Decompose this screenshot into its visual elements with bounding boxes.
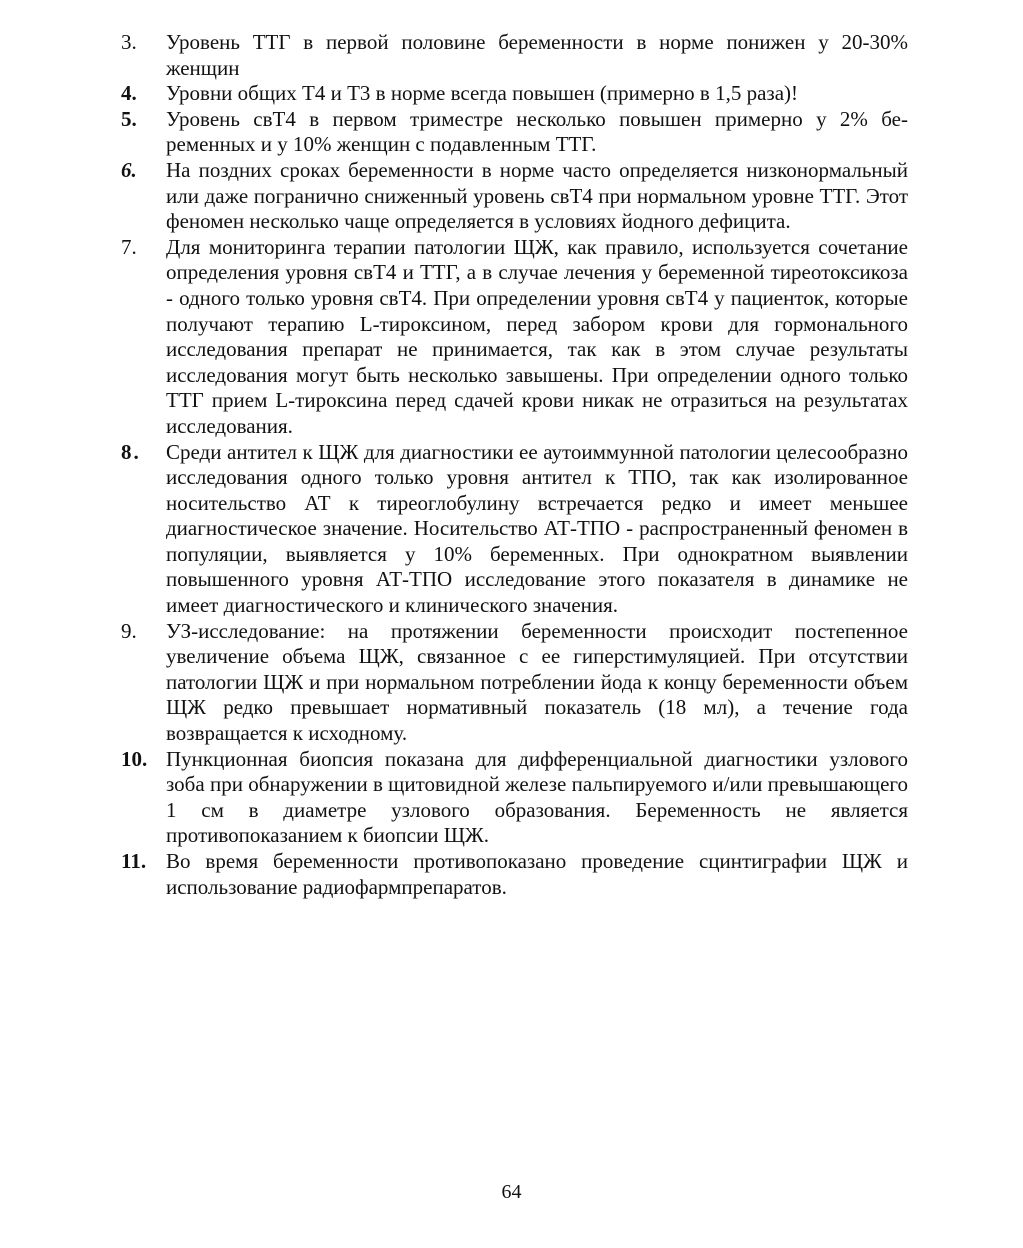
item-number: 10. <box>121 746 148 771</box>
numbered-list <box>121 30 908 900</box>
list-item <box>121 30 908 81</box>
list-item <box>121 107 908 158</box>
item-text: Уровень свТ4 в первом триместре несколько повышен примерно у 2% беременных и у 10% женщин с подавленным ТТГ. <box>166 106 908 157</box>
list-item <box>121 440 908 619</box>
item-number: 9. <box>121 618 137 643</box>
item-number: 5. <box>121 106 137 131</box>
list-item <box>121 235 908 440</box>
list-item <box>121 849 908 900</box>
list-item <box>121 619 908 747</box>
item-number: 4. <box>121 81 137 106</box>
item-text: Во время беременности противопоказано проведение сцинтиграфии ЩЖ и использование радиофармпрепаратов. <box>166 849 908 899</box>
item-number: 6. <box>121 157 137 182</box>
item-text: Уровни общих Т4 и Т3 в норме всегда повышен (примерно в 1,5 раза)! <box>166 81 799 106</box>
item-number: 8. <box>121 439 141 464</box>
item-text: Уровень ТТГ в первой половине беременности в норме понижен у 20-30% женщин <box>166 30 908 80</box>
item-number: 7. <box>121 234 137 259</box>
item-number: 11. <box>121 849 147 873</box>
item-text: Среди антител к ЩЖ для диагностики ее аутоиммунной патологии целесообразно исследования одного только уровня антител к ТПО, так как изолированное носительство АТ к тиреоглобулину встречается редко и имеет меньшее диагностическое значение. Носительство АТ-ТПО - распространенный феномен в популяции, выявляется у 10% беременных. При однократном выявлении повышенного уровня АТ-ТПО исследование этого показателя в динамике не имеет диагностического и клинического значения. <box>166 439 908 618</box>
item-text: Для мониторинга терапии патологии ЩЖ, как правило, используется сочетание определения уровня свТ4 и ТТГ, а в случае лечения у беременной тиреотоксикоза - одного только уровня свТ4. При определении уровня свТ4 у пациенток, которые получают терапию L-тироксином, перед забором крови для гормонального исследования препарат не принимается, так как в этом случае результаты исследования могут быть несколько завышены. При определении одного только ТТГ прием L-тироксина перед сдачей крови никак не отразиться на результатах исследования. <box>166 234 908 438</box>
item-text: Пункционная биопсия показана для дифференциальной диагностики узлового зоба при обнаружении в щитовидной железе пальпируемого и/или превышающего 1 см в диаметре узлового образования. Беременность не является противопоказанием к биопсии ЩЖ. <box>166 746 908 848</box>
list-item <box>121 81 908 107</box>
item-text: На поздних сроках беременности в норме часто определяется низконормальный или даже погранично сниженный уровень свТ4 при нормальном уровне ТТГ. Этот феномен несколько чаще определяется в условиях йодного дефицита. <box>166 157 908 234</box>
item-number: 3. <box>121 30 137 54</box>
list-item <box>121 747 908 849</box>
list-item <box>121 158 908 235</box>
page-number: 64 <box>501 1181 522 1203</box>
item-text: УЗ-исследование: на протяжении беременности происходит постепенное увеличение объема ЩЖ, связанное с ее гиперстимуляцией. При отсутствии патологии ЩЖ и при нормальном потреблении йода к концу беременности объем ЩЖ редко превышает нормативный показатель (18 мл), а течение года возвращается к исходному. <box>166 618 908 746</box>
